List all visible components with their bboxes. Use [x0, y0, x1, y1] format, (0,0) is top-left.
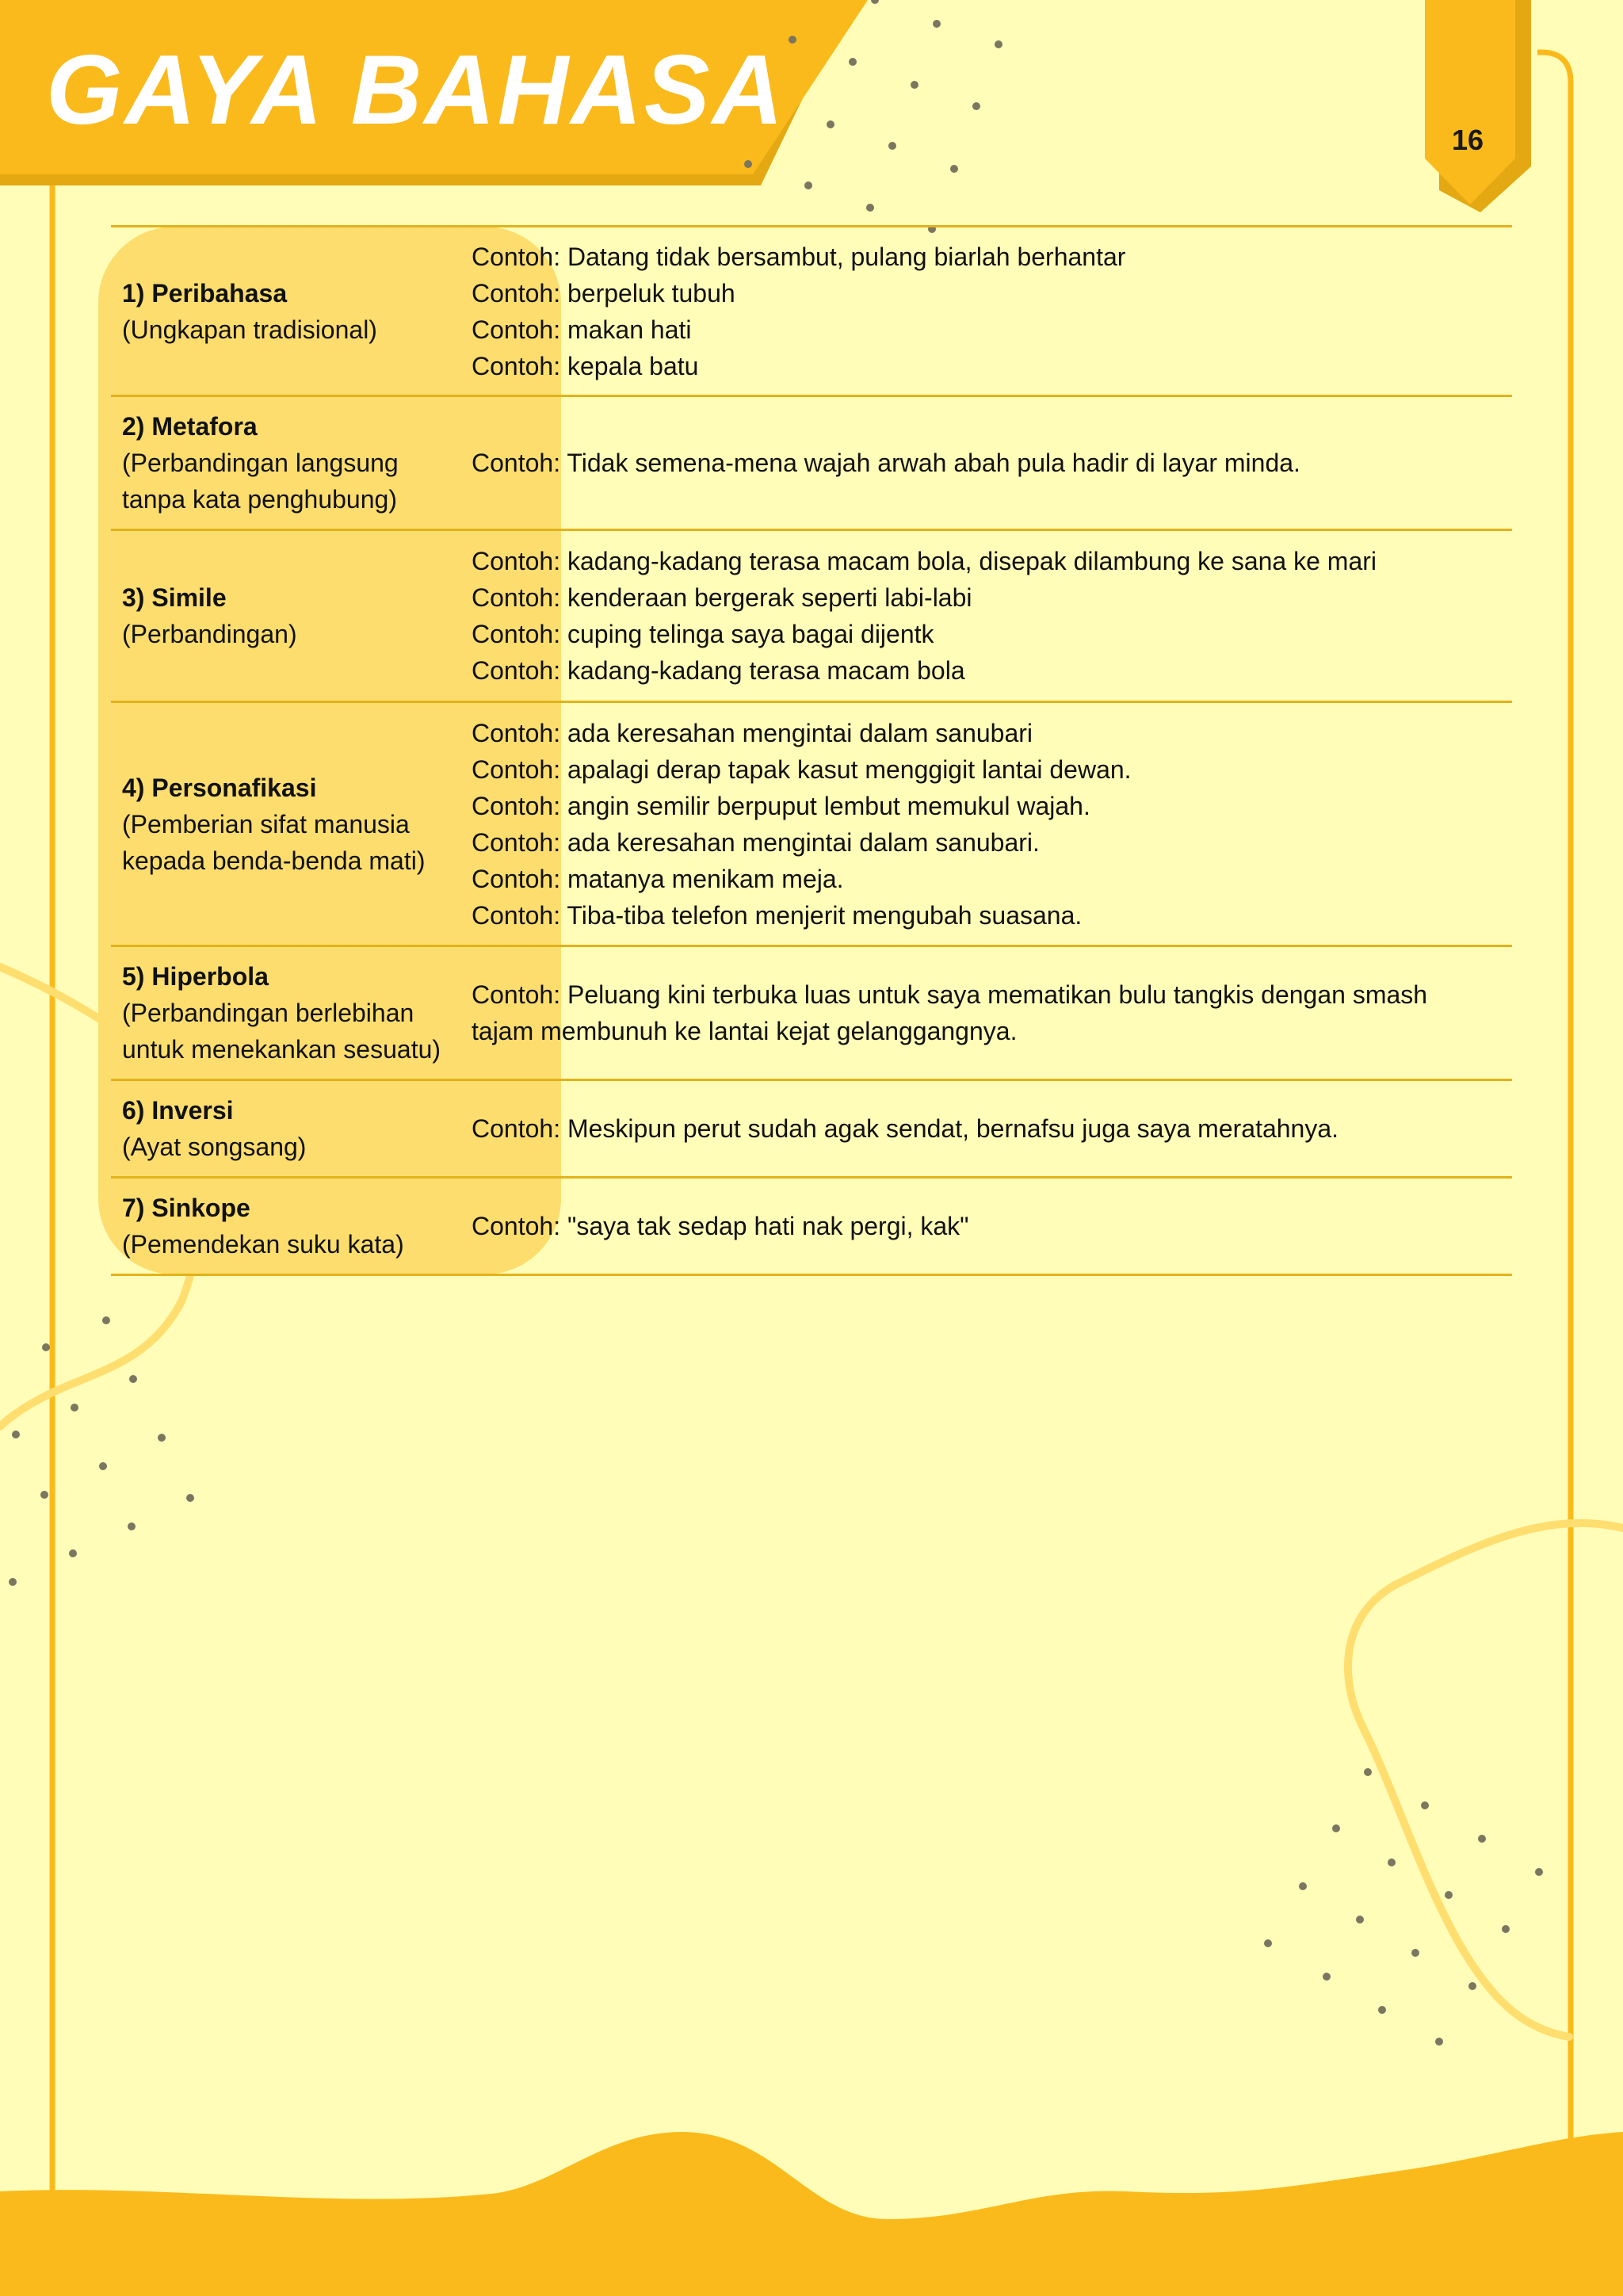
table-row — [111, 531, 1512, 701]
example-line: Contoh: kepala batu — [472, 351, 699, 380]
page-number: 16 — [1451, 124, 1484, 156]
term-description: (Perbandingan langsung tanpa kata penghubung) — [122, 449, 399, 514]
examples-cell — [472, 703, 1512, 945]
term-name: 7) Sinkope — [122, 1194, 250, 1222]
examples-cell — [472, 947, 1512, 1079]
table-row — [111, 1179, 1512, 1274]
term-description: (Pemberian sifat manusia kepada benda-benda mati) — [122, 809, 426, 875]
example-line: Contoh: Tiba-tiba telefon menjerit mengubah suasana. — [472, 900, 1083, 930]
example-line: Contoh: makan hati — [472, 315, 692, 344]
table-row — [111, 1081, 1512, 1176]
page-title: GAYA BAHASA — [46, 36, 786, 145]
figures-of-speech-table — [111, 225, 1512, 1276]
term-name: 6) Inversi — [122, 1096, 234, 1125]
example-line: Contoh: ada keresahan mengintai dalam sanubari. — [472, 827, 1040, 857]
example-line: Contoh: kadang-kadang terasa macam bola — [472, 656, 965, 685]
bookmark-tab — [1425, 0, 1531, 212]
table-row — [111, 947, 1512, 1079]
examples-cell — [472, 1179, 1512, 1274]
example-line: Contoh: "saya tak sedap hati nak pergi, kak" — [472, 1212, 969, 1240]
example-line: Contoh: Meskipun perut sudah agak sendat, bernafsu juga saya meratahnya. — [472, 1114, 1339, 1143]
term-name: 4) Personafikasi — [122, 773, 317, 802]
example-line: Contoh: berpeluk tubuh — [472, 278, 735, 308]
example-line: Contoh: Tidak semena-mena wajah arwah abah pula hadir di layar minda. — [472, 449, 1300, 477]
term-name: 1) Peribahasa — [122, 278, 288, 308]
term-name: 2) Metafora — [122, 412, 258, 441]
example-line: Contoh: matanya menikam meja. — [472, 864, 844, 893]
examples-cell — [472, 1081, 1512, 1176]
term-description: (Pemendekan suku kata) — [122, 1230, 404, 1259]
term-name: 3) Simile — [122, 583, 227, 612]
example-line: Contoh: kenderaan bergerak seperti labi-labi — [472, 583, 972, 612]
examples-cell — [472, 227, 1512, 395]
example-line: Contoh: cuping telinga saya bagai dijentk — [472, 620, 934, 648]
example-line: Contoh: ada keresahan mengintai dalam sanubari — [472, 718, 1033, 747]
table-divider — [111, 1274, 1512, 1276]
example-line: Contoh: Peluang kini terbuka luas untuk saya mematikan bulu tangkis dengan smash tajam membunuh ke lantai kejat gelanggangnya. — [472, 980, 1428, 1045]
table-row — [111, 703, 1512, 945]
example-line: Contoh: Datang tidak bersambut, pulang biarlah berhantar — [472, 242, 1126, 271]
examples-cell — [472, 531, 1512, 701]
example-line: Contoh: kadang-kadang terasa macam bola, disepak dilambung ke sana ke mari — [472, 547, 1377, 575]
table-row — [111, 227, 1512, 395]
term-description: (Ungkapan tradisional) — [122, 315, 377, 344]
example-line: Contoh: angin semilir berpuput lembut memukul wajah. — [472, 791, 1090, 820]
examples-cell — [472, 397, 1512, 529]
bottom-wave — [0, 2132, 1623, 2296]
term-name: 5) Hiperbola — [122, 962, 269, 991]
term-description: (Ayat songsang) — [122, 1133, 307, 1161]
table-row — [111, 397, 1512, 529]
term-description: (Perbandingan berlebihan untuk menekankan sesuatu) — [122, 999, 441, 1064]
term-description: (Perbandingan) — [122, 620, 297, 648]
example-line: Contoh: apalagi derap tapak kasut menggigit lantai dewan. — [472, 755, 1132, 784]
